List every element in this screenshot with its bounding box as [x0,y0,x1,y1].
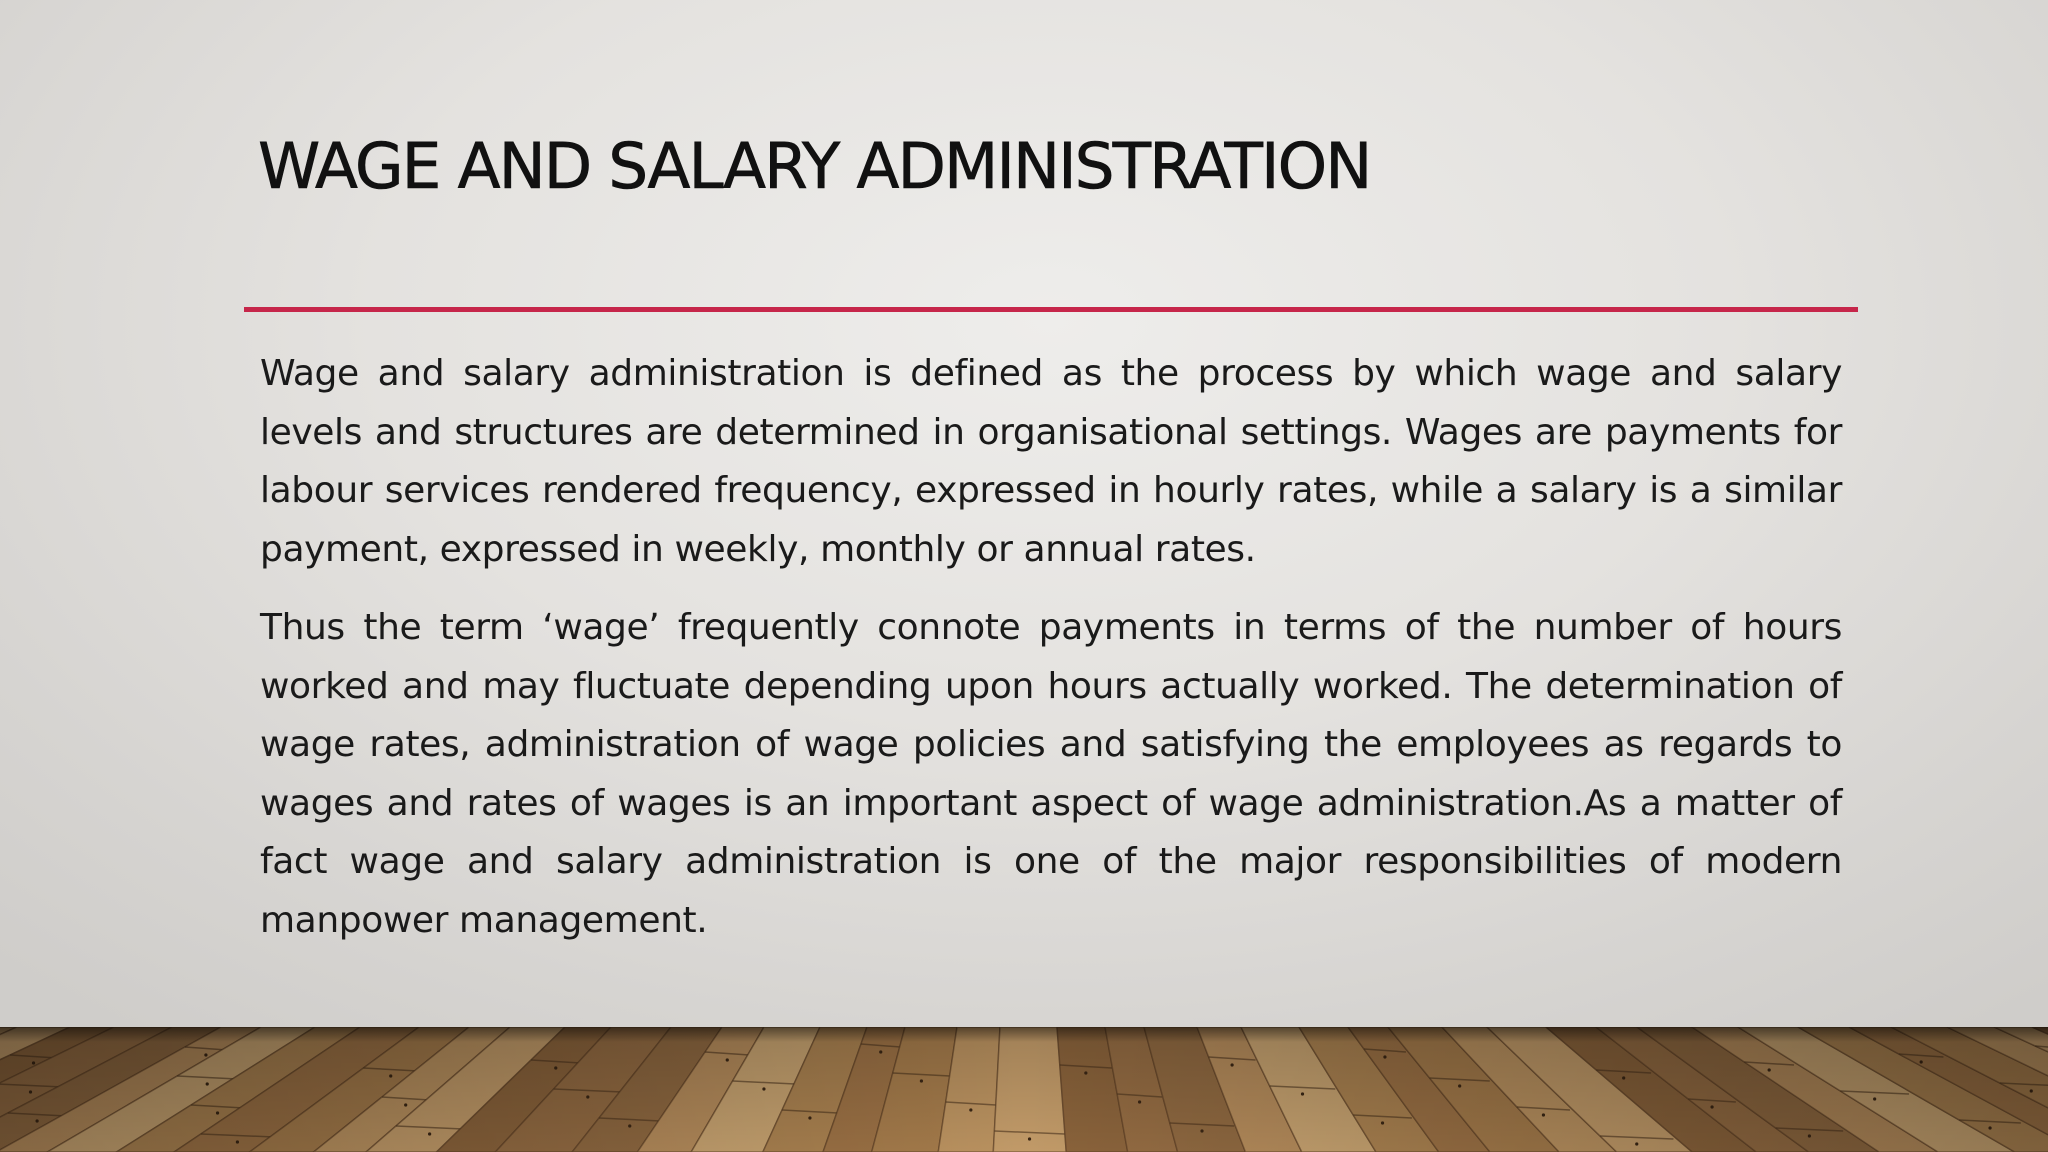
title-divider [244,307,1858,312]
wood-floor-image [0,1027,2048,1152]
body-paragraph-2: Thus the term ‘wage’ frequently connote payments in terms of the number of hours worked and may fluctuate depending upon hours actually worked. The determination of wage rates, administration of wage policies and satisfying the employees as regards to wages and rates of wages is an important aspect of wage administration.As a matter of fact wage and salary administration is one of the major responsibilities of modern manpower management. [260,607,1842,941]
slide-body [260,345,1842,970]
slide-title: WAGE AND SALARY ADMINISTRATION [258,130,1371,203]
body-paragraph-1: Wage and salary administration is defined as the process by which wage and salary levels and structures are determined in organisational settings. Wages are payments for labour services rendered frequency, expressed in hourly rates, while a salary is a similar payment, expressed in weekly, monthly or annual rates. [260,353,1842,570]
